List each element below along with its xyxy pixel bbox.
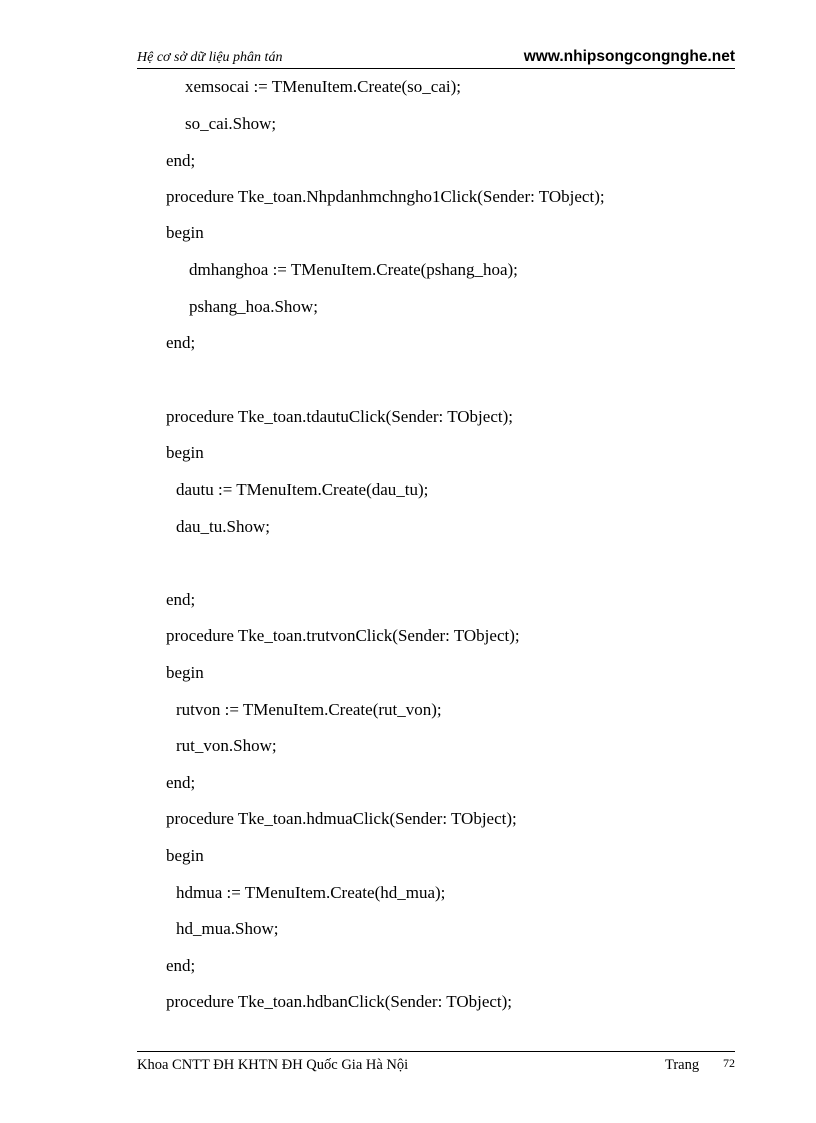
code-line: begin	[166, 663, 204, 682]
code-line: rutvon := TMenuItem.Create(rut_von);	[176, 700, 442, 719]
code-line: procedure Tke_toan.Nhpdanhmchngho1Click(Sender: TObject);	[166, 187, 605, 206]
code-line: end;	[166, 151, 196, 170]
code-line: dautu := TMenuItem.Create(dau_tu);	[176, 480, 429, 499]
code-line: so_cai.Show;	[185, 114, 277, 133]
code-line: procedure Tke_toan.trutvonClick(Sender: TObject);	[166, 626, 520, 645]
page-label: Trang	[665, 1057, 700, 1073]
document-title: Hệ cơ sở dữ liệu phân tán	[137, 50, 283, 65]
code-line: procedure Tke_toan.hdbanClick(Sender: TObject);	[166, 992, 513, 1011]
code-line: dau_tu.Show;	[176, 517, 270, 536]
code-line: begin	[166, 223, 204, 242]
code-line: hd_mua.Show;	[176, 919, 279, 938]
page-header	[137, 48, 735, 69]
page-number: 72	[723, 1056, 735, 1070]
code-line: dmhanghoa := TMenuItem.Create(pshang_hoa);	[189, 260, 518, 279]
code-line: rut_von.Show;	[176, 736, 277, 755]
code-line: pshang_hoa.Show;	[189, 297, 318, 316]
institution-name: Khoa CNTT ĐH KHTN ĐH Quốc Gia Hà Nội	[137, 1057, 409, 1073]
code-line: procedure Tke_toan.tdautuClick(Sender: TObject);	[166, 407, 513, 426]
code-line: end;	[166, 773, 196, 792]
code-line: begin	[166, 443, 204, 462]
page-footer	[137, 1051, 735, 1076]
code-line: xemsocai := TMenuItem.Create(so_cai);	[185, 77, 461, 96]
website-url: www.nhipsongcongnghe.net	[523, 48, 735, 65]
code-line: end;	[166, 333, 196, 352]
code-line: end;	[166, 956, 196, 975]
code-line: procedure Tke_toan.hdmuaClick(Sender: TObject);	[166, 809, 517, 828]
code-line: end;	[166, 590, 196, 609]
code-line: begin	[166, 846, 204, 865]
code-line: hdmua := TMenuItem.Create(hd_mua);	[176, 883, 446, 902]
